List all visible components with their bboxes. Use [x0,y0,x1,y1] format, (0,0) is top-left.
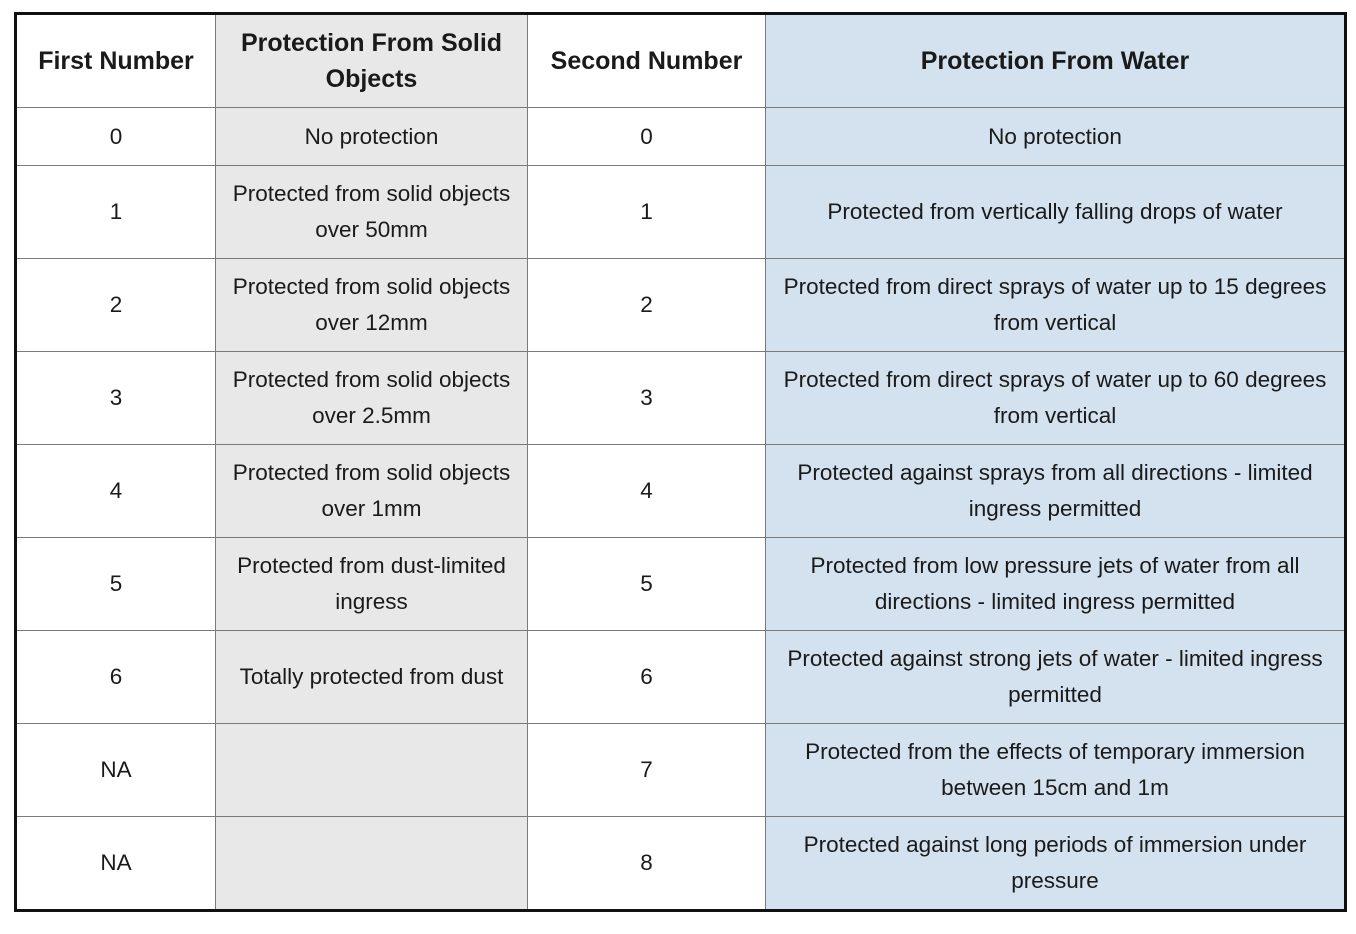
cell-second-number: 3 [528,352,766,445]
cell-solid-protection: Protected from solid objects over 50mm [216,166,528,259]
cell-second-number: 5 [528,538,766,631]
cell-first-number: 1 [16,166,216,259]
cell-solid-protection [216,724,528,817]
table-body [16,108,1346,911]
header-water-protection: Protection From Water [766,14,1346,108]
cell-water-protection: Protected from vertically falling drops of water [766,166,1346,259]
cell-second-number: 1 [528,166,766,259]
cell-first-number: 0 [16,108,216,166]
cell-solid-protection: Protected from solid objects over 2.5mm [216,352,528,445]
cell-first-number: NA [16,724,216,817]
table-row [16,445,1346,538]
cell-second-number: 4 [528,445,766,538]
table-row [16,166,1346,259]
cell-solid-protection: Protected from solid objects over 12mm [216,259,528,352]
cell-second-number: 2 [528,259,766,352]
header-solid-protection: Protection From Solid Objects [216,14,528,108]
cell-water-protection: No protection [766,108,1346,166]
header-first-number: First Number [16,14,216,108]
cell-water-protection: Protected against strong jets of water - limited ingress permitted [766,631,1346,724]
cell-solid-protection: Protected from dust-limited ingress [216,538,528,631]
cell-first-number: 3 [16,352,216,445]
cell-water-protection: Protected from the effects of temporary immersion between 15cm and 1m [766,724,1346,817]
cell-water-protection: Protected from low pressure jets of water from all directions - limited ingress permitted [766,538,1346,631]
table-row [16,259,1346,352]
table-row [16,108,1346,166]
cell-solid-protection: Protected from solid objects over 1mm [216,445,528,538]
cell-first-number: 6 [16,631,216,724]
cell-second-number: 7 [528,724,766,817]
table-row [16,352,1346,445]
cell-water-protection: Protected from direct sprays of water up to 15 degrees from vertical [766,259,1346,352]
cell-first-number: 5 [16,538,216,631]
cell-first-number: NA [16,817,216,911]
cell-water-protection: Protected against long periods of immersion under pressure [766,817,1346,911]
ip-rating-table [14,12,1347,912]
cell-second-number: 0 [528,108,766,166]
cell-solid-protection: Totally protected from dust [216,631,528,724]
cell-second-number: 8 [528,817,766,911]
table-header [16,14,1346,108]
table-row [16,631,1346,724]
header-second-number: Second Number [528,14,766,108]
cell-water-protection: Protected against sprays from all directions - limited ingress permitted [766,445,1346,538]
header-row [16,14,1346,108]
cell-solid-protection [216,817,528,911]
cell-solid-protection: No protection [216,108,528,166]
cell-first-number: 2 [16,259,216,352]
table-row [16,817,1346,911]
cell-first-number: 4 [16,445,216,538]
table-row [16,724,1346,817]
cell-second-number: 6 [528,631,766,724]
table-row [16,538,1346,631]
cell-water-protection: Protected from direct sprays of water up to 60 degrees from vertical [766,352,1346,445]
